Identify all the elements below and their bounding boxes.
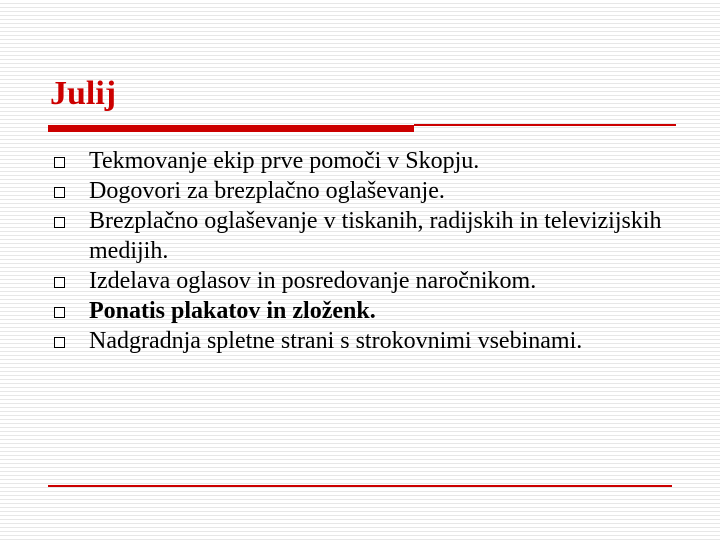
hollow-square-icon: [54, 337, 65, 348]
bullet-list: [48, 146, 688, 356]
bullet-text: Nadgradnja spletne strani s strokovnimi vsebinami.: [89, 328, 583, 354]
hollow-square-icon: [54, 187, 65, 198]
bullet-text: Dogovori za brezplačno oglaševanje.: [89, 178, 445, 204]
title-underline-thick: [48, 125, 414, 132]
title-underline-thin: [414, 124, 676, 126]
bullet-item: [48, 266, 688, 296]
bullet-text: Brezplačno oglaševanje v tiskanih, radijskih in televizijskih medijih.: [89, 208, 662, 264]
hollow-square-icon: [54, 217, 65, 228]
bullet-text: Tekmovanje ekip prve pomoči v Skopju.: [89, 148, 480, 174]
bullet-text: Ponatis plakatov in zloženk.: [89, 298, 376, 324]
bullet-item: [48, 176, 688, 206]
footer-rule: [48, 485, 672, 487]
bullet-item: [48, 206, 688, 266]
hollow-square-icon: [54, 307, 65, 318]
slide-title: Julij: [50, 75, 117, 112]
bullet-item: [48, 326, 688, 356]
hollow-square-icon: [54, 157, 65, 168]
bullet-text: Izdelava oglasov in posredovanje naročnikom.: [89, 268, 537, 294]
hollow-square-icon: [54, 277, 65, 288]
bullet-item: [48, 296, 688, 326]
bullet-item: [48, 146, 688, 176]
